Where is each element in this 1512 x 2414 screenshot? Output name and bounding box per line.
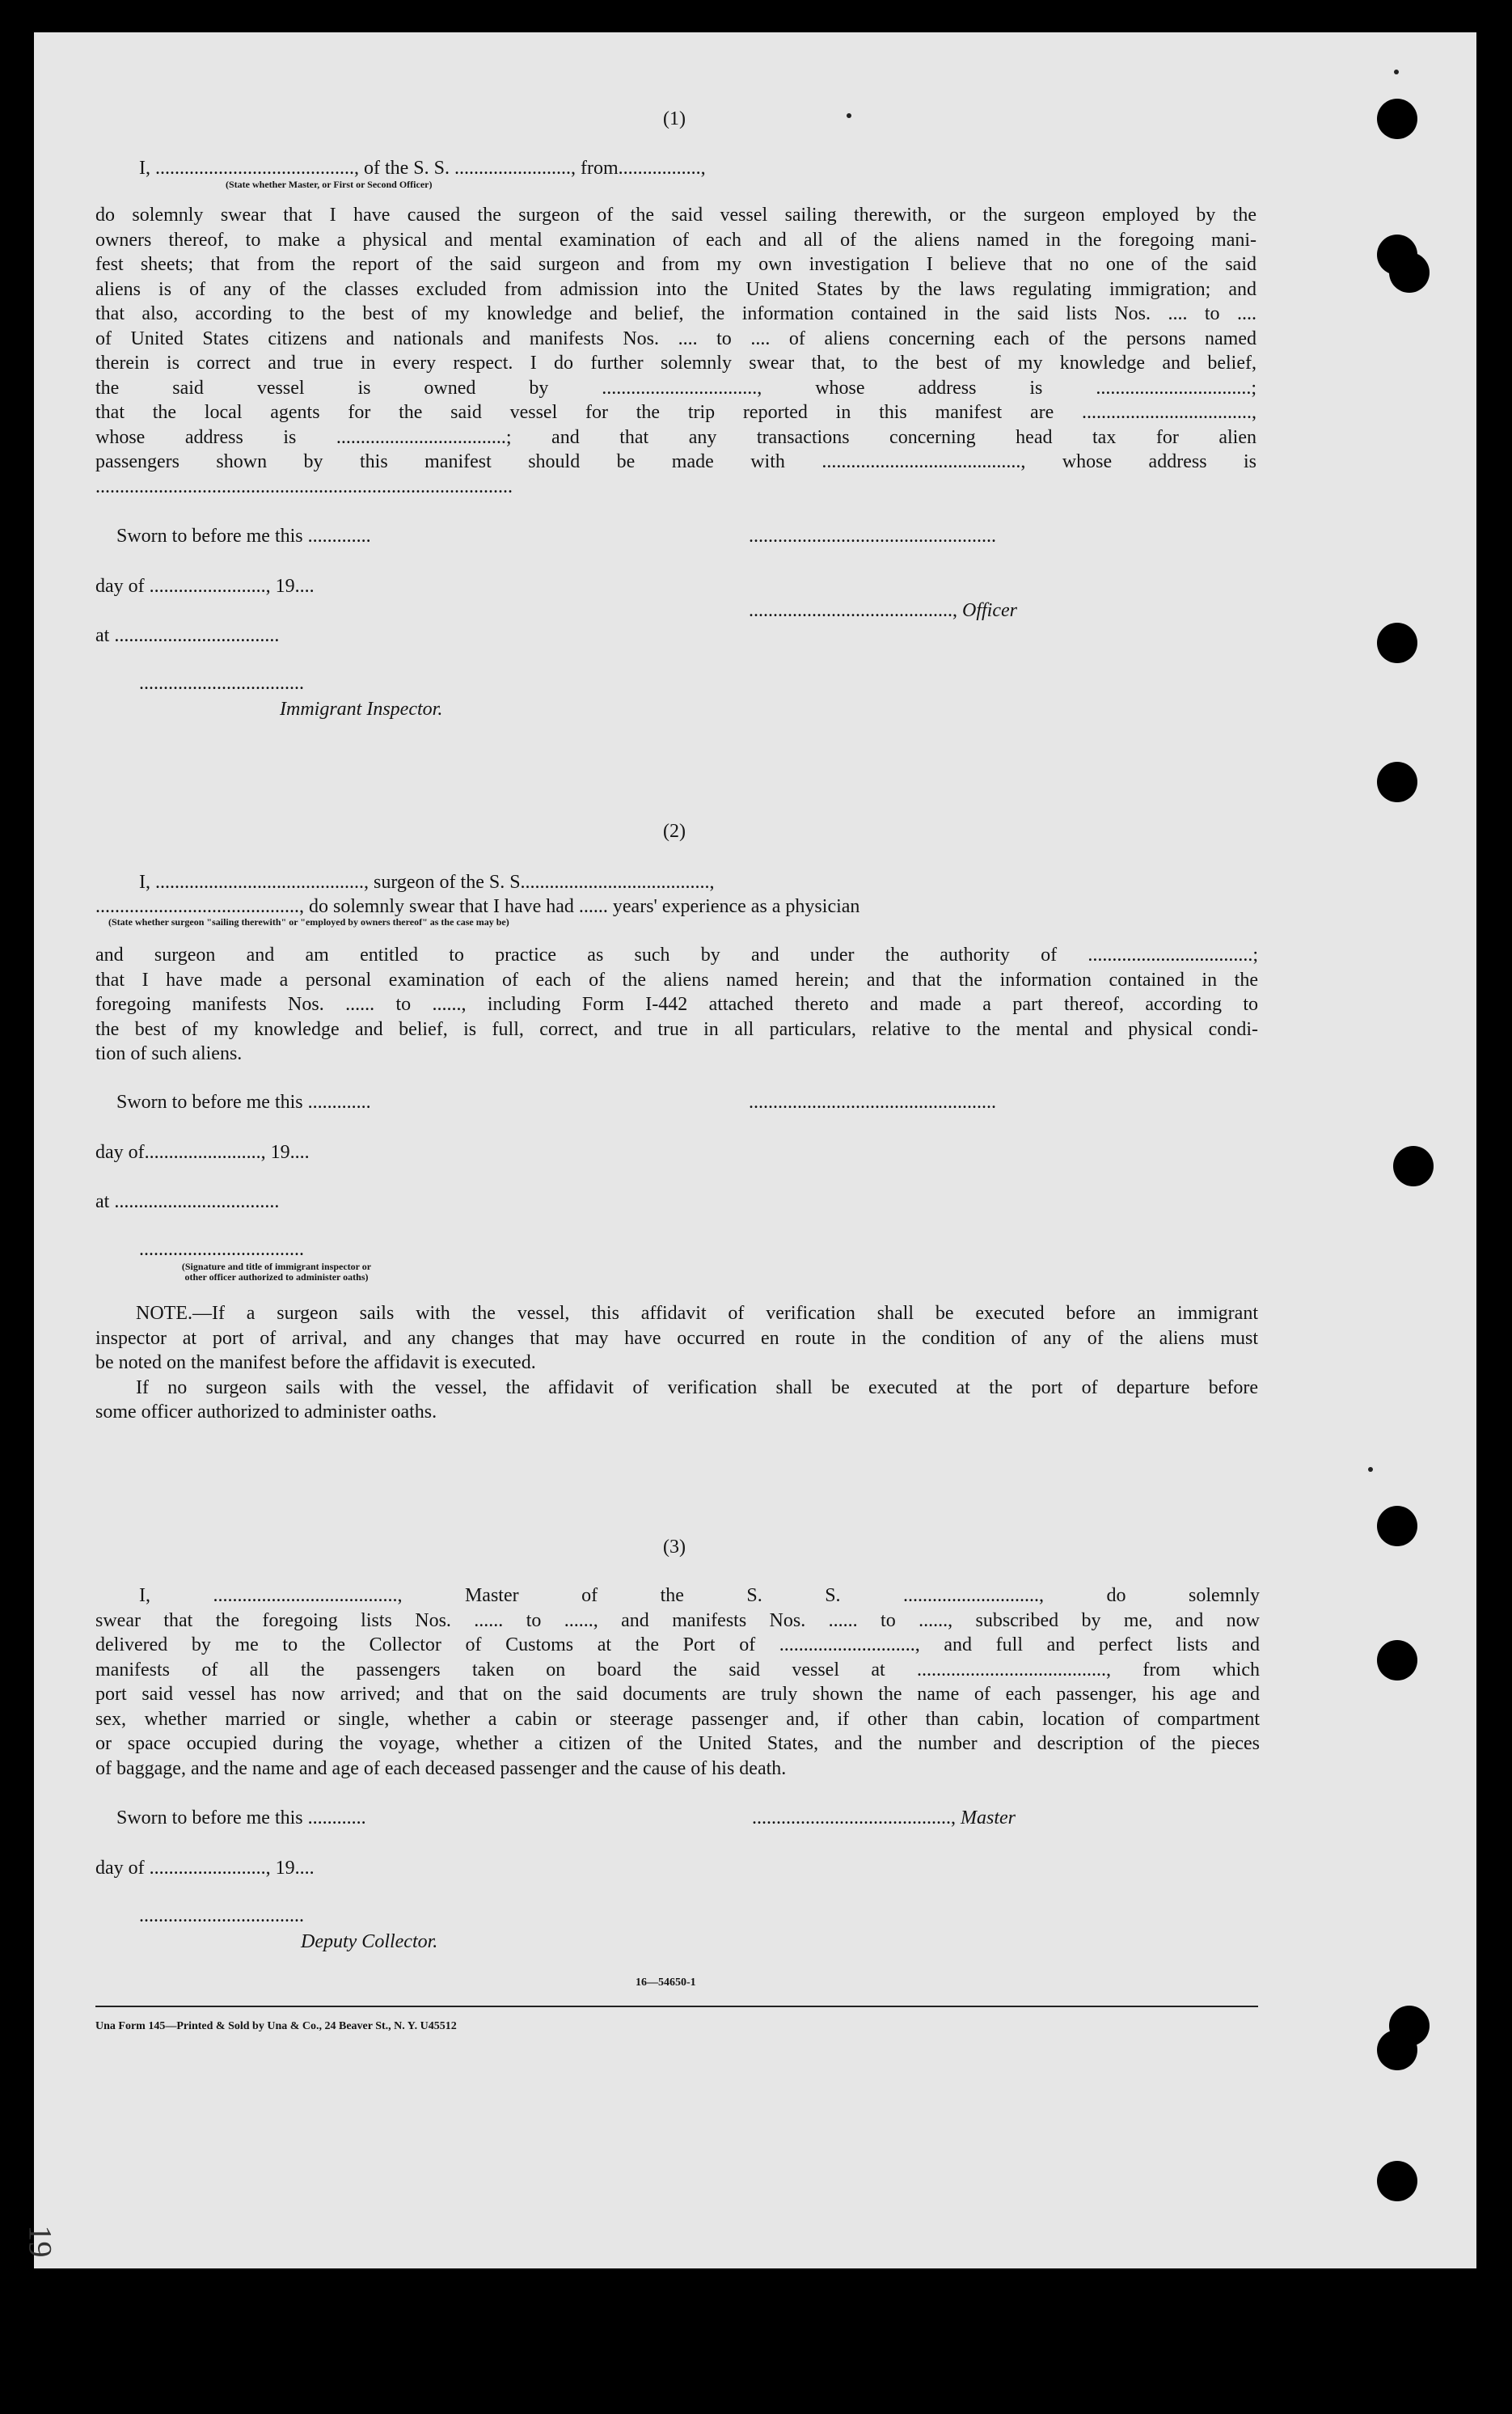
section1-oath-line: I, ........................................., of the S. S. ........................, from................., [139,158,706,179]
section3-day: day of ........................, 19.... [95,1858,315,1879]
body-line: sex, whether married or single, whether a cabin or steerage passenger and, if other than cabin, location of compartment [95,1708,1260,1730]
master-label: Master [961,1807,1016,1828]
section1-heading: (1) [663,108,686,129]
section2-caption: (State whether surgeon "sailing therewith" or "employed by owners thereof" as the case may be) [108,916,509,928]
body-line: manifests of all the passengers taken on board the said vessel at ......................................., from which [95,1659,1260,1680]
body-line: that the local agents for the said vessel for the trip reported in this manifest are ..................................., [95,402,1256,423]
body-line: and surgeon and am entitled to practice as such by and under the authority of ..................................; [95,945,1258,966]
footer-rule [95,2006,1258,2007]
note-line: be noted on the manifest before the affidavit is executed. [95,1352,536,1373]
section2-oath-line: I, ..........................................., surgeon of the S. S......................................., [139,872,715,893]
punch-hole [1389,252,1430,293]
body-line: tion of such aliens. [95,1043,243,1064]
section3-sworn: Sworn to before me this ............ [116,1807,366,1828]
body-line: do solemnly swear that I have caused the surgeon of the said vessel sailing therewith, or the surgeon employed by the [95,205,1256,226]
body-line: that I have made a personal examination of each of the aliens named herein; and that the information contained in the [95,969,1258,991]
body-line: that also, according to the best of my knowledge and belief, the information contained in the said lists Nos. .... to .... [95,303,1256,324]
body-line: of United States citizens and nationals and manifests Nos. .... to .... of aliens concerning each of the persons named [95,328,1256,349]
body-line: delivered by me to the Collector of Customs at the Port of ............................, and full and perfect lists and [95,1634,1260,1655]
section2-day: day of........................, 19.... [95,1142,310,1163]
speck [1394,70,1399,74]
body-line: the said vessel is owned by ................................, whose address is ................................; [95,377,1256,399]
punch-hole [1377,1640,1417,1680]
body-line: the best of my knowledge and belief, is full, correct, and true in all particulars, relative to the mental and physical condi- [95,1018,1258,1040]
body-line: whose address is ...................................; and that any transactions concerning head tax for alien [95,426,1256,448]
body-line: therein is correct and true in every respect. I do further solemnly swear that, to the best of my knowledge and belief, [95,353,1256,374]
section1-officer-line [749,598,1017,623]
section1-sworn: Sworn to before me this ............. [116,526,371,547]
punch-hole [1377,99,1417,139]
section1-caption: (State whether Master, or First or Second Officer) [226,179,433,190]
body-line: ...................................................................................... [95,476,513,497]
manifest-affidavit-page [22,32,1476,2268]
section2-signature-line: ................................................... [749,1092,996,1113]
body-line: or space occupied during the voyage, whether a citizen of the United States, and the number and description of the pieces [95,1733,1260,1754]
section3-collector-label: Deputy Collector. [301,1931,438,1952]
section2-signature2-line: .................................. [139,1239,304,1260]
body-line: I, ......................................, Master of the S. S. ............................, do solemnly [139,1585,1260,1606]
section2-experience-line: .........................................., do solemnly swear that I have had ...... years' experience as a physician [95,896,860,917]
note-line: NOTE.—If a surgeon sails with the vessel, this affidavit of verification shall be executed before an immigrant [136,1303,1258,1324]
punch-hole [1377,623,1417,663]
officer-dots: .........................................., [749,600,962,621]
margin-mark: 19 [22,2225,59,2258]
body-line: foregoing manifests Nos. ...... to ......, including Form I-442 attached thereto and made a part thereof, according to [95,994,1258,1015]
form-number: 16—54650-1 [636,1976,696,1989]
section2-body [95,943,1258,1067]
section3-body [95,1583,1260,1781]
caption-line: (Signature and title of immigrant inspector or [181,1261,372,1272]
speck [1368,1467,1373,1472]
section1-inspector-line: .................................. [139,673,304,694]
master-dots: ........................................., [752,1807,961,1828]
body-line: fest sheets; that from the report of the said surgeon and from my own investigation I believe that no one of the said [95,254,1256,275]
section1-inspector-label: Immigrant Inspector. [280,699,443,720]
section3-master-line [752,1806,1016,1830]
punch-hole [1393,1146,1434,1186]
section3-collector-line: .................................. [139,1905,304,1926]
section3-heading: (3) [663,1537,686,1558]
section1-at: at .................................. [95,625,280,646]
note-line: some officer authorized to administer oaths. [95,1401,437,1423]
section2-sworn: Sworn to before me this ............. [116,1092,371,1113]
punch-hole [1377,762,1417,802]
section1-body [95,203,1256,499]
section2-heading: (2) [663,821,686,842]
body-line: swear that the foregoing lists Nos. ...... to ......, and manifests Nos. ...... to ......, subscribed by me, and now [95,1609,1260,1631]
body-line: owners thereof, to make a physical and mental examination of each and all of the aliens named in the foregoing mani- [95,229,1256,251]
note-line: If no surgeon sails with the vessel, the affidavit of verification shall be executed at the port of departure before [136,1376,1258,1398]
body-line: passengers shown by this manifest should be made with ........................................., whose address is [95,451,1256,472]
printer-footer: Una Form 145—Printed & Sold by Una & Co., 24 Beaver St., N. Y. U45512 [95,2020,457,2032]
punch-hole [1377,2030,1417,2070]
officer-label: Officer [962,600,1017,621]
body-line: of baggage, and the name and age of each deceased passenger and the cause of his death. [95,1757,787,1779]
section1-day: day of ........................, 19.... [95,576,315,597]
body-line: port said vessel has now arrived; and that on the said documents are truly shown the name of each passenger, his age and [95,1684,1260,1705]
caption-line: other officer authorized to administer oaths) [184,1271,369,1283]
body-line: aliens is of any of the classes excluded from admission into the United States by the laws regulating immigration; and [95,278,1256,300]
section2-note [95,1301,1258,1425]
section2-at: at .................................. [95,1191,280,1212]
section2-signature2-caption [139,1262,414,1283]
section1-signature-line: ................................................... [749,526,996,547]
note-line: inspector at port of arrival, and any changes that may have occurred en route in the condition of any of the aliens must [95,1327,1258,1349]
punch-hole [1377,2161,1417,2201]
punch-hole [1377,1506,1417,1546]
